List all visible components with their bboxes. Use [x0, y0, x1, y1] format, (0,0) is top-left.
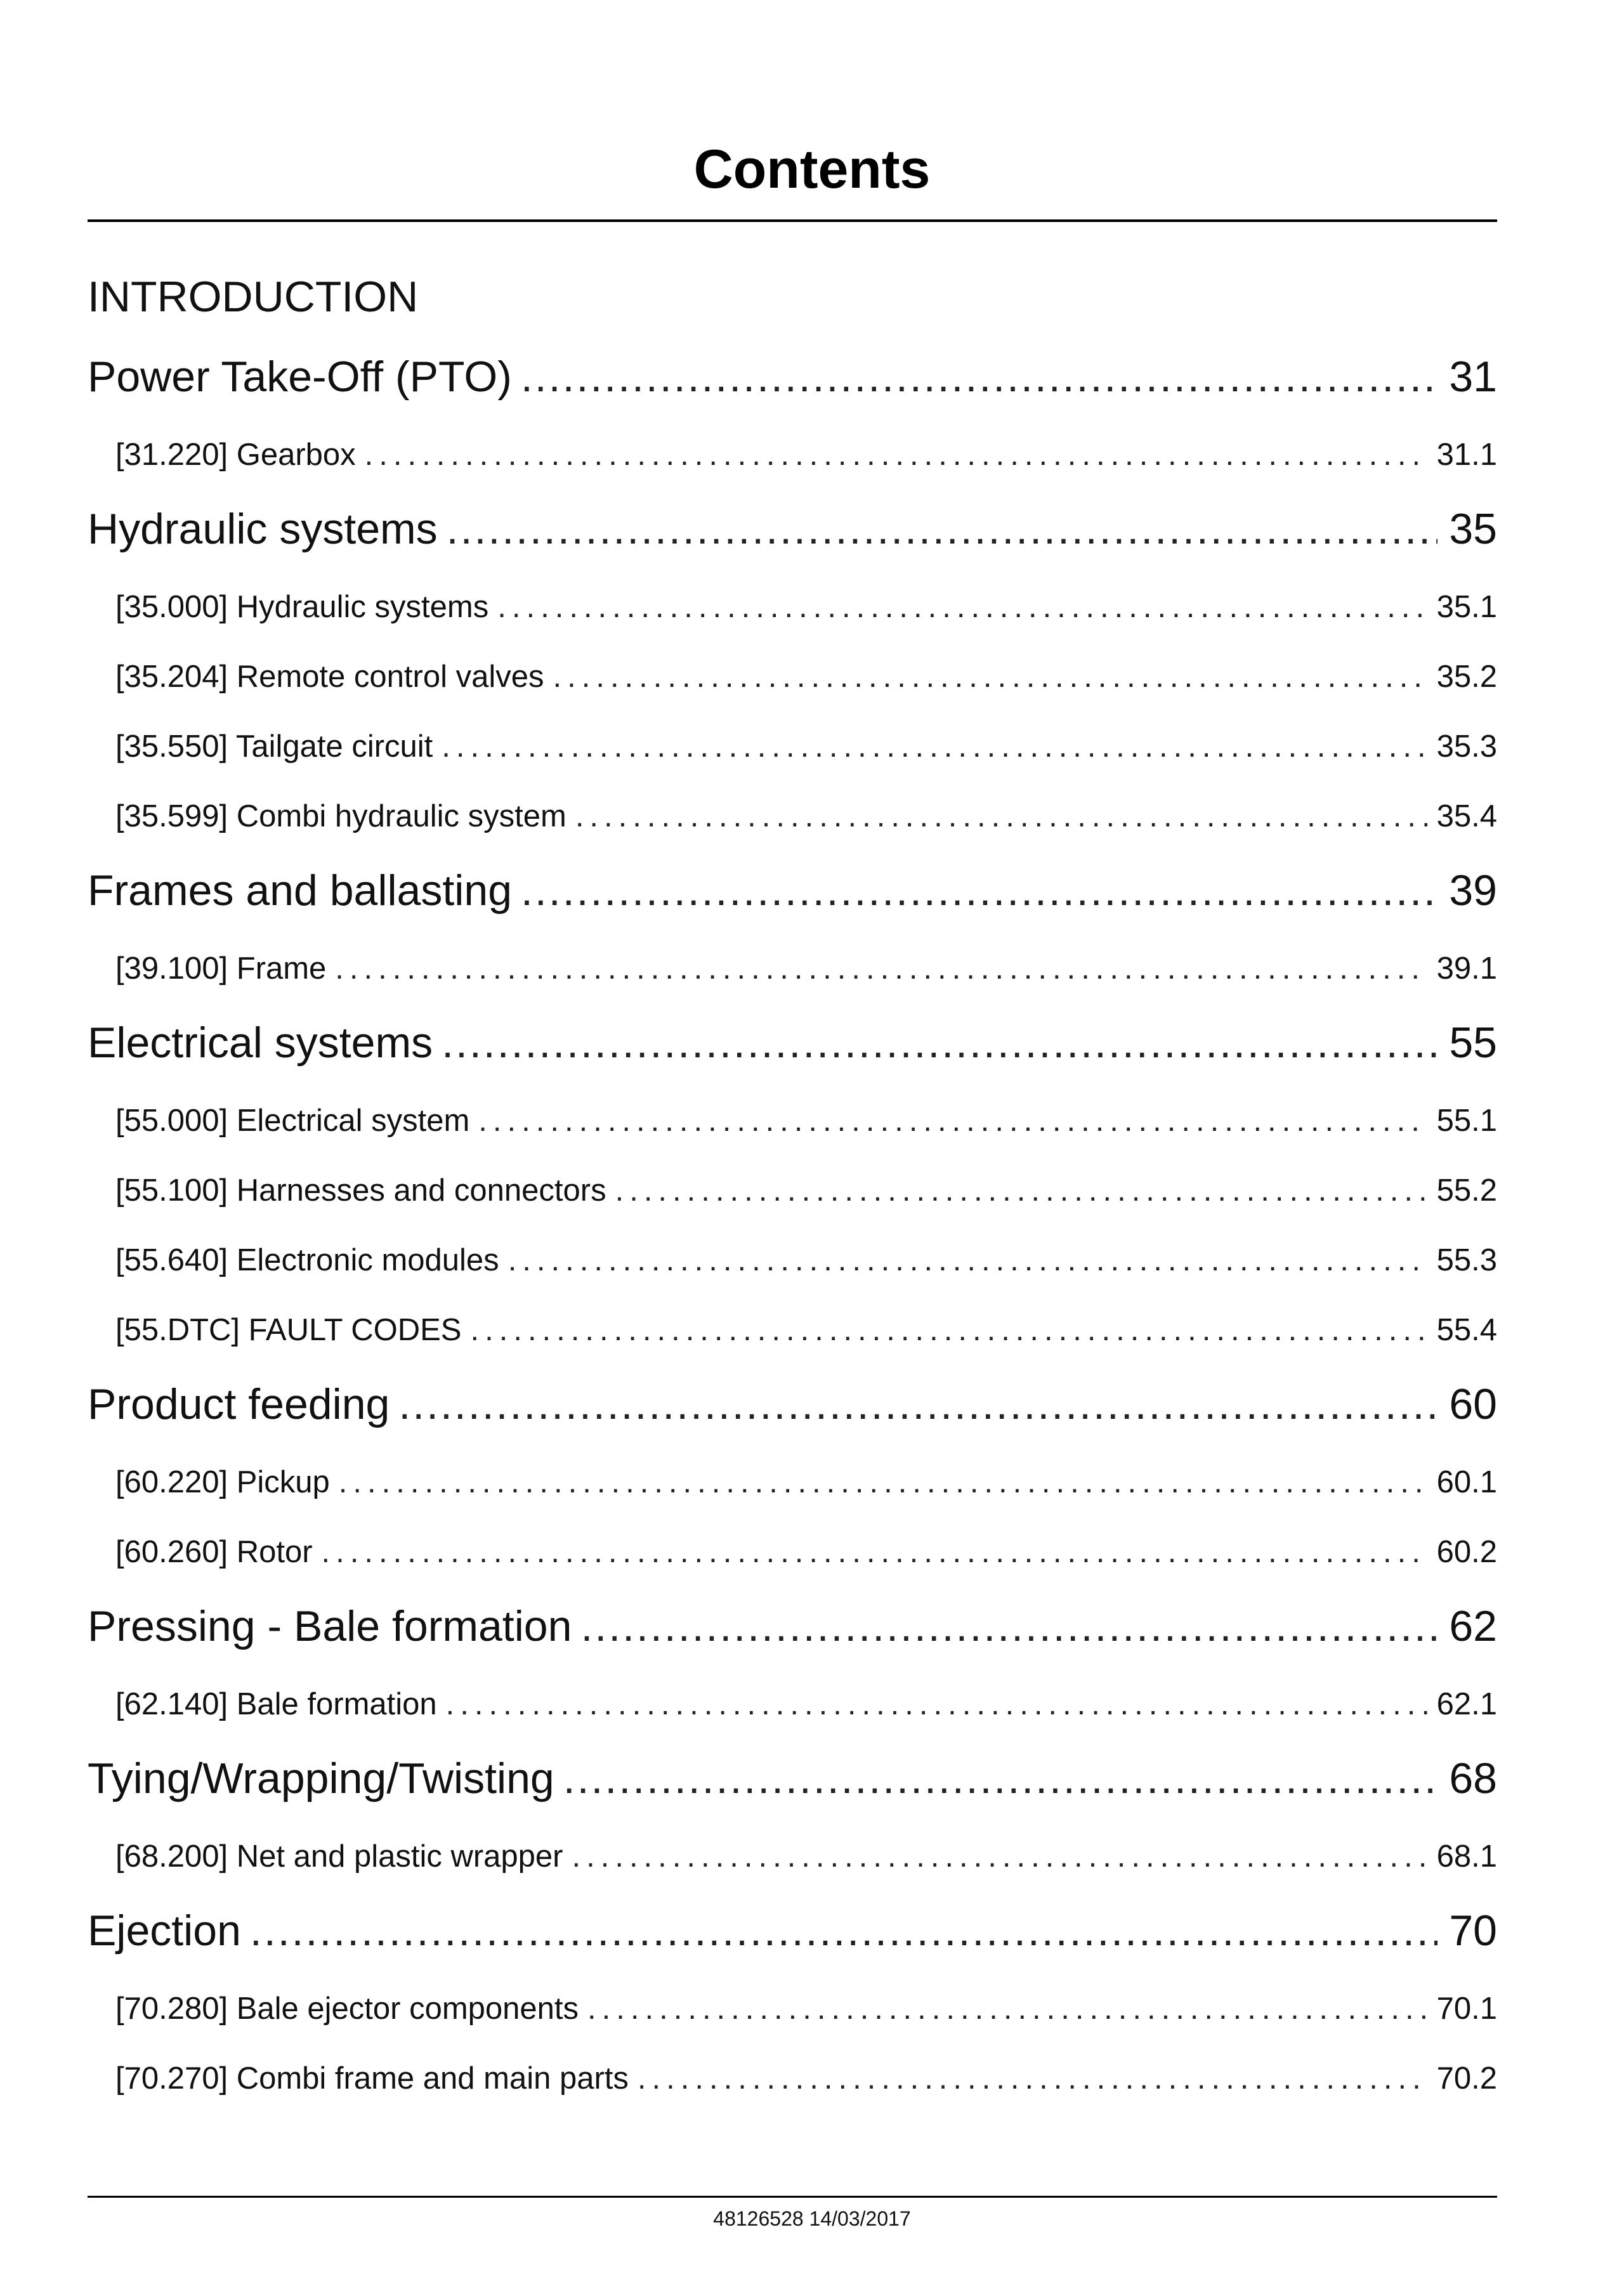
toc-subsection-title: [55.000] Electrical system: [115, 1104, 470, 1138]
toc-page-number: 68.1: [1436, 1839, 1497, 1874]
dot-leader: [339, 1463, 1427, 1502]
toc-subsection-entry[interactable]: [115, 1101, 1497, 1140]
document-footer: 48126528 14/03/2017: [713, 2207, 911, 2230]
toc-section-entry[interactable]: [88, 1016, 1497, 1069]
toc-page-number: 35: [1449, 505, 1497, 553]
dot-leader: [575, 797, 1427, 836]
toc-page-number: 55.4: [1436, 1313, 1497, 1347]
toc-subsection-title: [55.100] Harnesses and connectors: [115, 1173, 606, 1208]
toc-subsection-title: [39.100] Frame: [115, 951, 327, 986]
title-divider: [88, 219, 1497, 222]
toc-section-entry[interactable]: [88, 1378, 1497, 1431]
toc-subsection-entry[interactable]: [115, 1837, 1497, 1876]
toc-subsection-entry[interactable]: [115, 1310, 1497, 1350]
toc-subsection-title: [55.640] Electronic modules: [115, 1243, 499, 1277]
toc-page-number: 62.1: [1436, 1687, 1497, 1721]
toc-subsection-entry[interactable]: [115, 1463, 1497, 1502]
toc-subsection-entry[interactable]: [115, 949, 1497, 988]
toc-page-number: 55.2: [1436, 1173, 1497, 1208]
toc-subsection-entry[interactable]: [115, 587, 1497, 627]
toc-subsection-entry[interactable]: [115, 1171, 1497, 1210]
dot-leader: [587, 1989, 1427, 2028]
introduction-heading: INTRODUCTION: [88, 273, 419, 321]
toc-page-number: 31.1: [1436, 438, 1497, 472]
toc-page-number: 60: [1449, 1380, 1497, 1428]
toc-page-number: 70.1: [1436, 1992, 1497, 2026]
toc-subsection-entry[interactable]: [115, 1532, 1497, 1572]
toc-subsection-title: [35.550] Tailgate circuit: [115, 729, 433, 764]
toc-page-number: 35.1: [1436, 590, 1497, 624]
toc-subsection-title: [68.200] Net and plastic wrapper: [115, 1839, 563, 1874]
toc-section-title: Product feeding: [88, 1380, 390, 1428]
toc-subsection-title: [35.204] Remote control valves: [115, 660, 544, 694]
dot-leader: [442, 1016, 1437, 1069]
dot-leader: [398, 1378, 1437, 1431]
dot-leader: [442, 727, 1427, 766]
toc-page-number: 39: [1449, 866, 1497, 915]
dot-leader: [572, 1837, 1427, 1876]
toc-subsection-entry[interactable]: [115, 1241, 1497, 1280]
toc-subsection-entry[interactable]: [115, 1989, 1497, 2028]
dot-leader: [508, 1241, 1427, 1280]
toc-page-number: 39.1: [1436, 951, 1497, 986]
toc-page-number: 60.2: [1436, 1535, 1497, 1569]
toc-page-number: 55.1: [1436, 1104, 1497, 1138]
toc-subsection-title: [62.140] Bale formation: [115, 1687, 437, 1721]
dot-leader: [521, 864, 1437, 917]
toc-page-number: 35.4: [1436, 799, 1497, 833]
toc-page-number: 70.2: [1436, 2061, 1497, 2096]
toc-section-entry[interactable]: [88, 502, 1497, 556]
toc-subsection-title: [55.DTC] FAULT CODES: [115, 1313, 462, 1347]
toc-subsection-entry[interactable]: [115, 1685, 1497, 1724]
dot-leader: [563, 1752, 1437, 1805]
toc-subsection-entry[interactable]: [115, 727, 1497, 766]
toc-subsection-title: [60.220] Pickup: [115, 1465, 330, 1499]
toc-page-number: 55: [1449, 1019, 1497, 1067]
toc-section-entry[interactable]: [88, 1752, 1497, 1805]
dot-leader: [446, 1685, 1427, 1724]
toc-subsection-title: [70.280] Bale ejector components: [115, 1992, 579, 2026]
toc-section-entry[interactable]: [88, 350, 1497, 403]
dot-leader: [497, 587, 1427, 627]
dot-leader: [478, 1101, 1427, 1140]
toc-page-number: 55.3: [1436, 1243, 1497, 1277]
toc-section-title: Tying/Wrapping/Twisting: [88, 1754, 554, 1803]
toc-subsection-title: [31.220] Gearbox: [115, 438, 356, 472]
dot-leader: [447, 502, 1437, 556]
toc-section-title: Power Take-Off (PTO): [88, 353, 512, 401]
toc-section-entry[interactable]: [88, 864, 1497, 917]
toc-section-title: Ejection: [88, 1907, 241, 1955]
footer-divider: [88, 2196, 1497, 2198]
toc-section-title: Electrical systems: [88, 1019, 433, 1067]
dot-leader: [470, 1310, 1427, 1350]
toc-page-number: 70: [1449, 1907, 1497, 1955]
dot-leader: [335, 949, 1427, 988]
toc-page-number: 60.1: [1436, 1465, 1497, 1499]
toc-page-number: 31: [1449, 353, 1497, 401]
dot-leader: [521, 350, 1437, 403]
toc-page-number: 35.3: [1436, 729, 1497, 764]
toc-subsection-entry[interactable]: [115, 797, 1497, 836]
toc-subsection-title: [35.000] Hydraulic systems: [115, 590, 489, 624]
toc-page-number: 62: [1449, 1602, 1497, 1650]
dot-leader: [615, 1171, 1427, 1210]
toc-subsection-title: [70.270] Combi frame and main parts: [115, 2061, 629, 2096]
toc-subsection-entry[interactable]: [115, 657, 1497, 696]
toc-subsection-title: [60.260] Rotor: [115, 1535, 313, 1569]
dot-leader: [250, 1904, 1437, 1957]
dot-leader: [322, 1532, 1427, 1572]
toc-subsection-entry[interactable]: [115, 435, 1497, 474]
dot-leader: [365, 435, 1427, 474]
toc-subsection-entry[interactable]: [115, 2059, 1497, 2098]
toc-section-entry[interactable]: [88, 1600, 1497, 1653]
toc-page-number: 35.2: [1436, 660, 1497, 694]
toc-page-number: 68: [1449, 1754, 1497, 1803]
toc-subsection-title: [35.599] Combi hydraulic system: [115, 799, 566, 833]
toc-section-title: Frames and ballasting: [88, 866, 513, 915]
dot-leader: [638, 2059, 1427, 2098]
page-title: Contents: [693, 139, 931, 200]
dot-leader: [553, 657, 1427, 696]
toc-section-title: Hydraulic systems: [88, 505, 438, 553]
toc-section-title: Pressing - Bale formation: [88, 1602, 572, 1650]
toc-section-entry[interactable]: [88, 1904, 1497, 1957]
dot-leader: [580, 1600, 1437, 1653]
